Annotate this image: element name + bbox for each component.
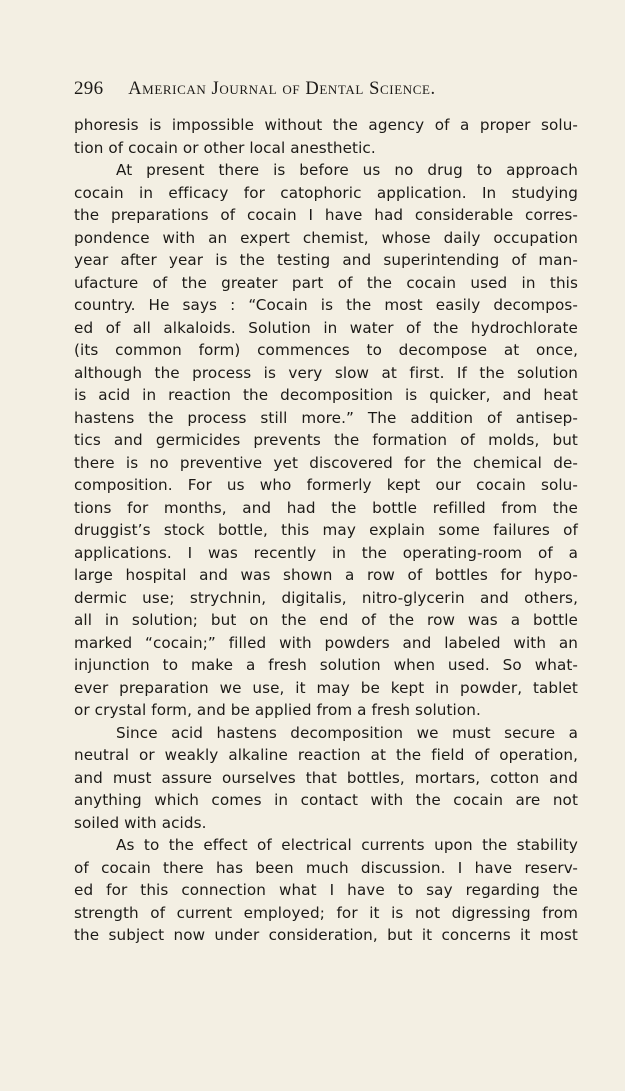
text-line: strength of current employed; for it is not digressing from <box>74 903 578 922</box>
text-line: composition. For us who formerly kept our cocain solu- <box>74 476 578 494</box>
text-line: of cocain there has been much discussion. I have reserv- <box>74 858 578 877</box>
text-line: ufacture of the greater part of the cocain used in this <box>74 273 578 292</box>
text-line: large hospital and was shown a row of bottles for hypo- <box>74 566 578 584</box>
text-line: tics and germicides prevents the formation of molds, but <box>74 431 578 449</box>
text-line: tion of cocain or other local anesthetic. <box>74 138 376 157</box>
text-line: country. He says : “Cocain is the most easily decompos- <box>74 296 578 314</box>
text-line: the subject now under consideration, but it concerns it most <box>74 926 578 944</box>
text-line: tions for months, and had the bottle refilled from the <box>74 498 578 517</box>
page-header <box>74 78 574 104</box>
text-line: although the process is very slow at first. If the solution <box>74 363 578 382</box>
text-line: hastens the process still more.” The addition of antisep- <box>74 408 578 427</box>
text-line: applications. I was recently in the operating-room of a <box>74 543 578 562</box>
text-line: ed for this connection what I have to say regarding the <box>74 881 578 899</box>
text-line: year after year is the testing and superintending of man- <box>74 251 578 269</box>
article-body <box>74 114 578 947</box>
text-line: anything which comes in contact with the cocain are not <box>74 791 578 809</box>
text-line: ever preparation we use, it may be kept in powder, tablet <box>74 678 578 697</box>
text-line: there is no preventive yet discovered for the chemical de- <box>74 453 578 472</box>
text-line: all in solution; but on the end of the row was a bottle <box>74 611 578 629</box>
text-line: the preparations of cocain I have had considerable corres- <box>74 206 578 224</box>
text-line: neutral or weakly alkaline reaction at the field of operation, <box>74 746 578 764</box>
paragraph-start-line: Since acid hastens decomposition we must secure a <box>116 723 578 742</box>
text-line: is acid in reaction the decomposition is quicker, and heat <box>74 386 578 404</box>
page-number: 296 <box>74 78 104 99</box>
running-title: American Journal of Dental Science. <box>128 79 436 99</box>
text-line: pondence with an expert chemist, whose daily occupation <box>74 228 578 247</box>
text-line: and must assure ourselves that bottles, mortars, cotton and <box>74 768 578 787</box>
text-line: phoresis is impossible without the agency of a proper solu- <box>74 116 578 134</box>
paragraph-start-line: As to the effect of electrical currents upon the stability <box>116 836 578 854</box>
text-line: or crystal form, and be applied from a fresh solution. <box>74 701 481 719</box>
text-line: druggist’s stock bottle, this may explain some failures of <box>74 521 578 539</box>
text-line: cocain in efficacy for catophoric application. In studying <box>74 183 578 202</box>
text-line: marked “cocain;” filled with powders and labeled with an <box>74 633 578 652</box>
text-line: dermic use; strychnin, digitalis, nitro-glycerin and others, <box>74 588 578 607</box>
text-line: ed of all alkaloids. Solution in water of the hydrochlorate <box>74 318 578 337</box>
text-line: injunction to make a fresh solution when used. So what- <box>74 656 578 674</box>
text-line: (its common form) commences to decompose at once, <box>74 341 578 359</box>
text-line: soiled with acids. <box>74 813 207 832</box>
paragraph-start-line: At present there is before us no drug to approach <box>116 161 578 179</box>
